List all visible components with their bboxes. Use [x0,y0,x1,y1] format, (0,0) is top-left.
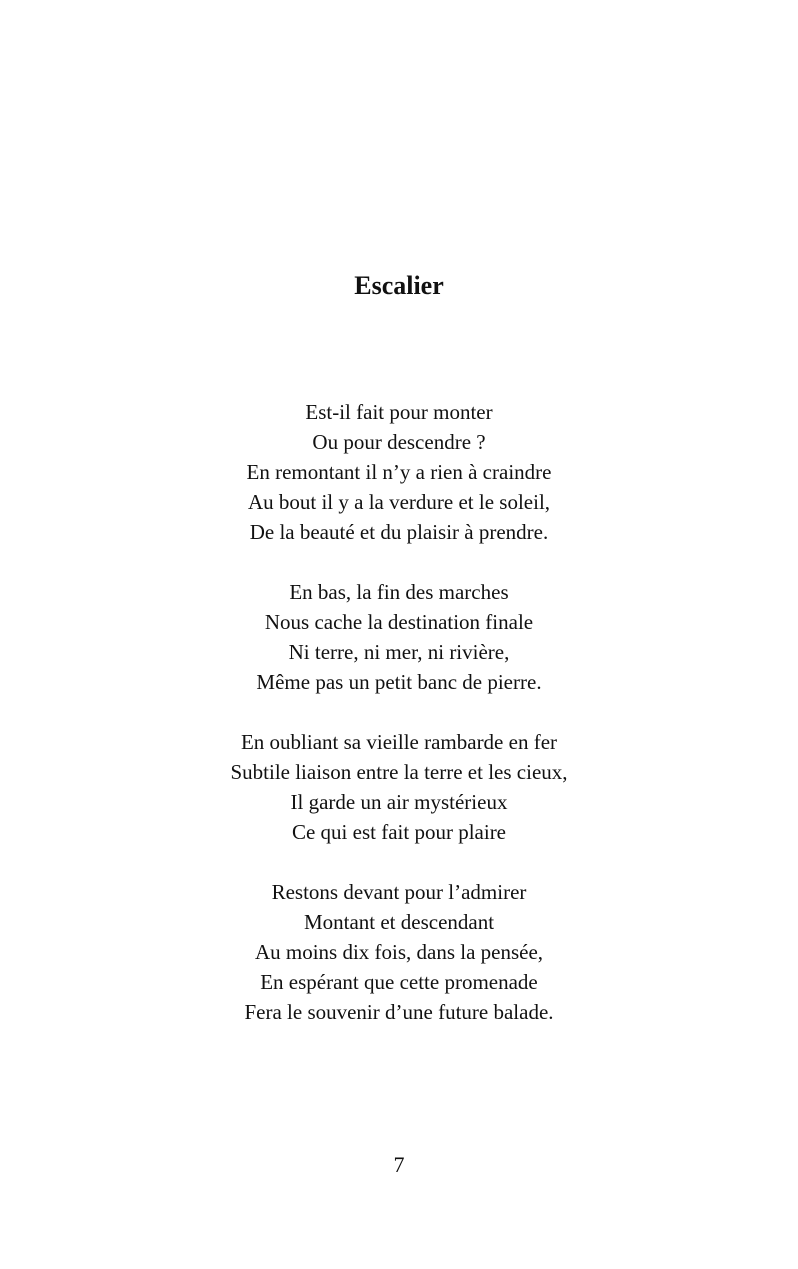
page-number: 7 [393,1152,405,1177]
poem-line: En espérant que cette promenade [260,970,538,994]
poem-line: Restons devant pour l’admirer [271,880,527,904]
poem-line: Fera le souvenir d’une future balade. [244,1000,554,1024]
poem-line: Ce qui est fait pour plaire [291,820,507,844]
poem-line: Est-il fait pour monter [305,400,493,424]
poem-line: En remontant il n’y a rien à craindre [246,460,552,484]
poem-line: Nous cache la destination finale [264,610,534,634]
poem-line: Au moins dix fois, dans la pensée, [254,940,544,964]
poem-line: Ou pour descendre ? [312,430,486,454]
poem-title: Escalier [354,271,444,300]
poem-line: Montant et descendant [303,910,495,934]
poem-line: Même pas un petit banc de pierre. [256,670,542,694]
poem-line: En bas, la fin des marches [289,580,509,604]
poem-line: En oubliant sa vieille rambarde en fer [240,730,558,754]
stanza-2 [0,577,798,697]
poem-line: Au bout il y a la verdure et le soleil, [247,490,551,514]
poem-line: Ni terre, ni mer, ni rivière, [288,640,510,664]
stanza-4 [0,877,798,1027]
poem-line: De la beauté et du plaisir à prendre. [249,520,549,544]
poem-line: Subtile liaison entre la terre et les cieux, [230,760,568,784]
stanza-1 [0,397,798,547]
poem-body [0,397,798,1057]
poem-line: Il garde un air mystérieux [290,790,508,814]
stanza-3 [0,727,798,847]
